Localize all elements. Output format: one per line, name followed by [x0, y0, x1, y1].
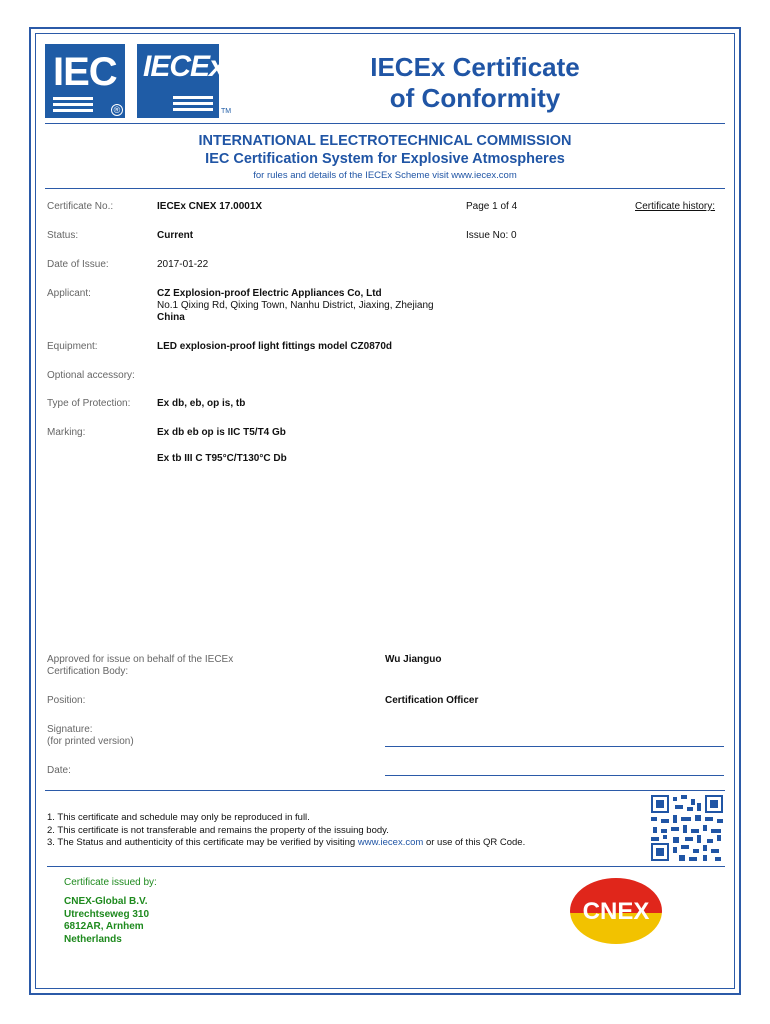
cnex-logo: [568, 877, 664, 945]
cnex-logo-text: CNEX: [582, 898, 650, 925]
approved-label-line-2: Certification Body:: [47, 666, 129, 677]
iecex-logo: [137, 44, 225, 118]
note-1: 1. This certificate and schedule may only be reproduced in full.: [47, 812, 310, 823]
iec-logo-bars: [53, 97, 93, 115]
status-label: Status:: [47, 230, 79, 241]
status-value: Current: [157, 230, 194, 241]
position-label: Position:: [47, 695, 86, 706]
registered-mark: ®: [111, 104, 123, 116]
title-line-1: IECEx Certificate: [370, 52, 580, 82]
protection-type-label: Type of Protection:: [47, 398, 131, 409]
approved-label-line-1: Approved for issue on behalf of the IECEx: [47, 654, 234, 665]
iec-logo: [45, 44, 125, 118]
certificate-number: IECEx CNEX 17.0001X: [157, 201, 263, 212]
iecex-logo-text: IECEx: [143, 50, 225, 83]
equipment-value: LED explosion-proof light fittings model CZ0870d: [157, 341, 393, 352]
org-system: IEC Certification System for Explosive Atmospheres: [205, 151, 565, 167]
date-line: [385, 775, 724, 776]
marking-label: Marking:: [47, 427, 86, 438]
signature-line: [385, 746, 724, 747]
optional-accessory-label: Optional accessory:: [47, 370, 135, 381]
issuer-address: [64, 896, 149, 946]
iecex-logo-bars: [173, 96, 213, 114]
note-3: [47, 837, 525, 850]
certificate-history-link[interactable]: Certificate history:: [635, 201, 716, 212]
marking-gas: Ex db eb op is IIC T5/T4 Gb: [157, 427, 286, 438]
issue-date-label: Date of Issue:: [47, 259, 109, 270]
applicant-label: Applicant:: [47, 288, 91, 299]
qr-code[interactable]: [651, 795, 723, 861]
applicant-country: China: [157, 312, 185, 323]
issuer-street: Utrechtseweg 310: [64, 908, 150, 920]
title-line-2: of Conformity: [389, 83, 561, 113]
page-indicator: Page 1 of 4: [466, 201, 518, 212]
issue-date: 2017-01-22: [157, 259, 209, 270]
notes: [47, 812, 525, 850]
org-name: INTERNATIONAL ELECTROTECHNICAL COMMISSION: [198, 133, 572, 149]
issue-number: Issue No: 0: [466, 230, 517, 241]
org-divider: [45, 188, 725, 189]
applicant-address: No.1 Qixing Rd, Qixing Town, Nanhu District, Jiaxing, Zhejiang: [157, 300, 434, 311]
equipment-label: Equipment:: [47, 341, 98, 352]
issuer-name: CNEX-Global B.V.: [64, 896, 148, 907]
note-3-link[interactable]: www.iecex.com: [357, 837, 424, 848]
issuer-city: 6812AR, Arnhem: [64, 921, 144, 932]
issuer-label: Certificate issued by:: [64, 877, 157, 888]
applicant-name: CZ Explosion-proof Electric Appliances Co, Ltd: [157, 288, 382, 299]
note-2: 2. This certificate is not transferable and remains the property of the issuing body.: [47, 824, 389, 836]
signature-note: (for printed version): [47, 736, 134, 747]
trademark-mark: TM: [221, 108, 232, 115]
approval-date-label: Date:: [47, 765, 71, 776]
org-rules-text: for rules and details of the IECEx Scheme visit: [253, 170, 452, 181]
protection-type-value: Ex db, eb, op is, tb: [157, 398, 246, 409]
notes-divider: [45, 790, 725, 791]
org-rules-line: [45, 170, 725, 181]
certificate-number-label: Certificate No.:: [47, 201, 114, 212]
position-value: Certification Officer: [385, 695, 479, 706]
header-divider: [45, 123, 725, 124]
marking-dust: Ex tb III C T95°C/T130°C Db: [157, 453, 287, 464]
iecex-website-link[interactable]: www.iecex.com: [451, 170, 517, 181]
certificate-title: [330, 52, 620, 114]
approver-name: Wu Jianguo: [385, 654, 442, 665]
signature-label: Signature:: [47, 724, 93, 735]
note-3-suffix: or use of this QR Code.: [423, 837, 526, 848]
note-3-text: 3. The Status and authenticity of this certificate may be verified by visiting: [47, 837, 358, 848]
issuer-country: Netherlands: [64, 933, 122, 945]
iec-logo-text: IEC: [53, 50, 117, 94]
